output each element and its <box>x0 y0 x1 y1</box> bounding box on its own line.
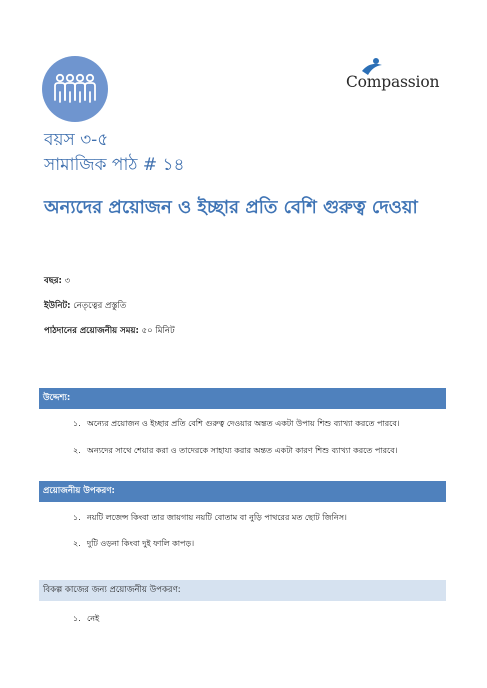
material-item: ২. দুটি ওড়না কিংবা দুই ফালি কাপড়। <box>73 539 195 548</box>
people-group-icon <box>42 56 108 122</box>
materials-heading: প্রয়োজনীয় উপকরণ: <box>39 481 446 502</box>
meta-unit <box>44 299 126 313</box>
alt-materials-heading: বিকল্প কাজের জন্য প্রয়োজনীয় উপকরণ: <box>39 580 446 601</box>
meta-time <box>44 324 175 338</box>
meta-age-value: ৩ <box>64 276 71 286</box>
meta-time-value: ৫০ মিনিট <box>141 326 175 336</box>
lesson-title: সামাজিক পাঠ # ১৪ <box>44 155 185 175</box>
objective-item: ১. অন্যের প্রয়োজন ও ইচ্ছার প্রতি বেশি গুরুত্ব দেওয়ার অন্তত একটা উপায় শিশু ব্যাখ্যা করতে পারবে। <box>73 419 400 428</box>
material-item: ১. নয়টি লজেন্স কিংবা তার জায়গায় নয়টি বোতাম বা নুড়ি পাথরের মত ছোট জিনিস। <box>73 513 347 522</box>
objectives-heading: উদ্দেশ্য: <box>39 388 446 409</box>
objective-item: ২. অন্যদের সাথে শেয়ার করা ও তাদেরকে সাহায্য করার অন্তত একটা কারণ শিশু ব্যাখ্যা করতে পারবে। <box>73 446 398 455</box>
alt-material-item: ১. নেই <box>73 614 100 623</box>
meta-age-label: বছর: <box>44 276 62 286</box>
meta-unit-value: নেতৃত্বের প্রস্তুতি <box>73 301 127 311</box>
meta-time-label: পাঠদানের প্রয়োজনীয় সময়: <box>44 326 139 336</box>
main-title: অন্যদের প্রয়োজন ও ইচ্ছার প্রতি বেশি গুরুত্ব দেওয়া <box>44 197 418 218</box>
meta-age <box>44 274 70 288</box>
age-title: বয়স ৩-৫ <box>44 130 109 150</box>
compassion-logo <box>346 57 446 97</box>
meta-unit-label: ইউনিট: <box>44 301 71 311</box>
logo-text: Compassion <box>346 73 440 91</box>
